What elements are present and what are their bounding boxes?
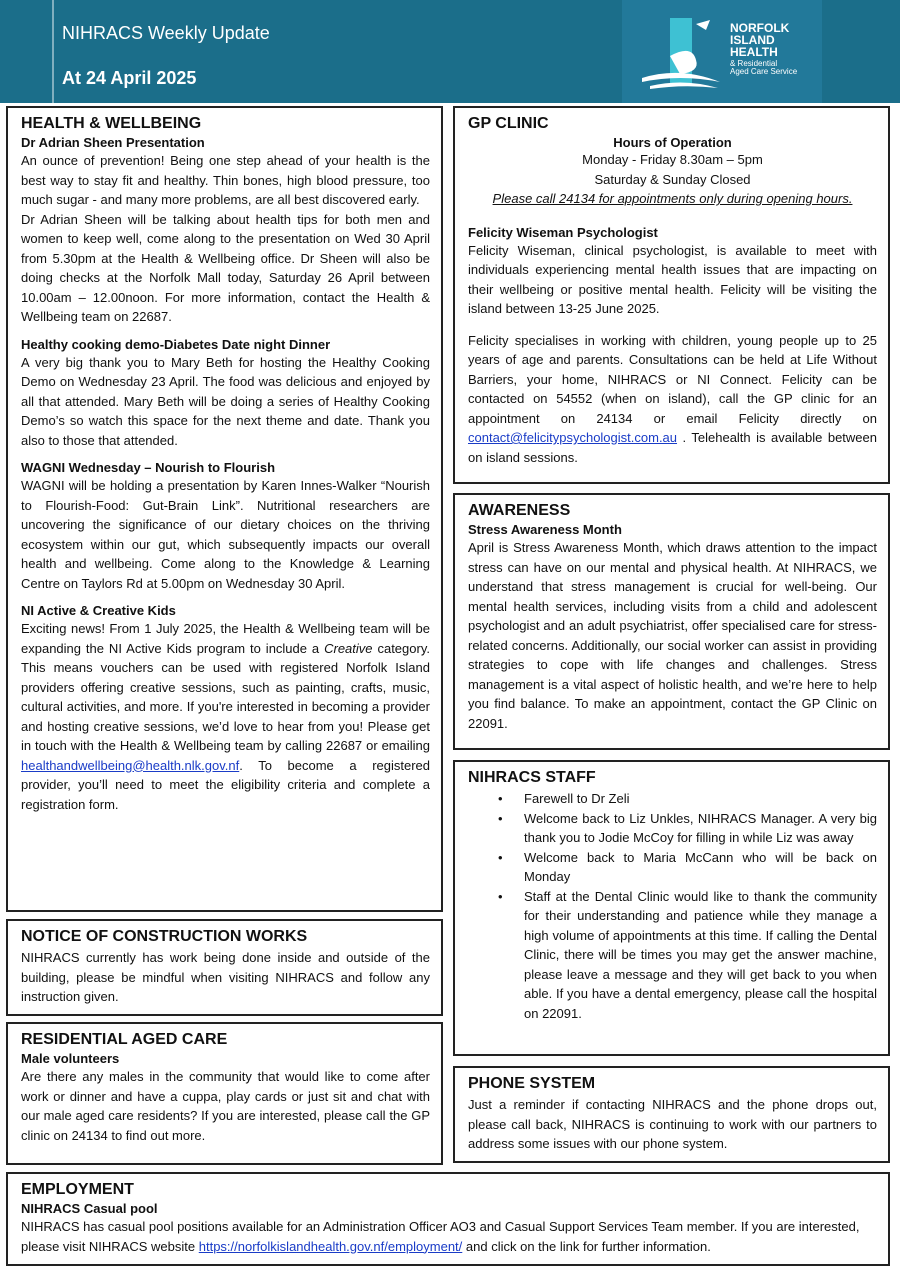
employment-text-1: NIHRACS has casual pool positions available for an Administration Officer AO3 and Casual Support Services Team member. If you are interested, please visit NIHRACS website xyxy=(21,1219,860,1254)
employment-text xyxy=(21,1217,877,1256)
newsletter-date: At 24 April 2025 xyxy=(62,68,197,88)
cooking-demo-title: Healthy cooking demo-Diabetes Date night Dinner xyxy=(21,336,331,352)
active-kids-title: NI Active & Creative Kids xyxy=(21,603,176,618)
cooking-demo-text: A very big thank you to Mary Beth for hosting the Healthy Cooking Demo on Wednesday 23 April. The food was delicious and enjoyed by all that attended. Mary Beth will be doing a series of Healthy Cooking Demo’s so watch this space for the next theme and date. Thank you also to those that attended. xyxy=(21,354,430,448)
header-banner xyxy=(0,0,900,103)
casual-pool-title: NIHRACS Casual pool xyxy=(21,1201,158,1216)
felicity-intro-text: Felicity Wiseman, clinical psychologist, is available to meet with individuals experiencing mental health issues that are impacting on their wellbeing or positive mental health. Felicity will be visiting the island between 13-25 June 2025. xyxy=(468,242,877,316)
phone-system-text: Just a reminder if contacting NIHRACS and the phone drops out, please call back, NIHRACS is continuing to work with our partners to address some issues with our phone system. xyxy=(468,1097,877,1151)
felicity-details-1: Felicity specialises in working with children, young people up to 25 years of age and parents. Consultations can be held at Life Without Barriers, your home, NIHRACS or NI Connect. Felicity can be contacted on 54552 (when on island), call the GP clinic for an appointment on 24134 or email Felicity directly on xyxy=(468,332,877,426)
wagni-text: WAGNI will be holding a presentation by Karen Innes-Walker “Nourish to Flourish-Food: Gut-Brain Link”. Nutritional researchers are uncovering the significance of our dietary choices on the thriving ecosystem within our gut, which subsequently impacts our overall health and wellbeing. Come along to the Knowledge & Learning Centre on Taylors Rd at 5.00pm on Wednesday 30 April. xyxy=(21,478,430,591)
newsletter-title: NIHRACS Weekly Update xyxy=(62,23,270,43)
section-heading: NOTICE OF CONSTRUCTION WORKS xyxy=(21,928,308,945)
active-kids-text xyxy=(21,619,430,814)
hours-weekdays: Monday - Friday 8.30am – 5pm xyxy=(582,152,763,167)
staff-item-text: Welcome back to Maria McCann who will be back on Monday xyxy=(524,849,877,884)
nihracs-staff-section xyxy=(453,760,890,1056)
logo-line-3: HEALTH xyxy=(730,45,778,59)
section-heading: AWARENESS xyxy=(468,502,571,519)
logo-line-1: NORFOLK xyxy=(730,21,790,35)
logo-line-2: ISLAND xyxy=(730,33,775,47)
employment-link[interactable]: https://norfolkislandhealth.gov.nf/employment/ xyxy=(198,1238,463,1254)
residential-aged-care-section xyxy=(6,1022,443,1165)
felicity-details-2: . Telehealth is available between on island sessions. xyxy=(468,430,877,465)
sheen-presentation-title: Dr Adrian Sheen Presentation xyxy=(21,135,205,150)
logo-wordmark xyxy=(730,22,797,76)
staff-item-text: Staff at the Dental Clinic would like to thank the community for their understanding and patience while they manage a high volume of appointments at this time. If calling the Dental Clinic, there will be times you may get the answer machine, please leave a message and they will get back to you when able. If you have a dental emergency, please call the hospital on 22091. xyxy=(524,888,877,1021)
health-email-link[interactable]: healthandwellbeing@health.nlk.gov.nf xyxy=(21,757,240,773)
active-kids-text-2: category. This means vouchers can be used with registered Norfolk Island providers offering creative sessions, such as painting, crafts, music, cultural activities, and more. If you're interested in becoming a provider and hosting creative sessions, we’d love to hear from you! Please get in touch with the Health & Wellbeing team by calling 22687 or emailing xyxy=(21,640,430,753)
stress-awareness-text: April is Stress Awareness Month, which draws attention to the impact stress can have on our mental and physical health. At NIHRACS, we understand that stress management is crucial for well-being. Our mental health services, including visits from a child and adolescent psychologist and an adult psychiatrist, offer specialised care for stress-related concerns. Additionally, our social worker can assist in providing strategies to cope with life changes and challenges. Stress management is a vital aspect of holistic health, and we’re here to help you find balance. To make an appointment, contact the GP Clinic on 22091. xyxy=(468,540,877,731)
stress-awareness-title: Stress Awareness Month xyxy=(468,522,622,537)
hours-weekend: Saturday & Sunday Closed xyxy=(594,171,751,187)
construction-text: NIHRACS currently has work being done inside and outside of the building, please be mindful when visiting NIHRACS and follow any instruction given. xyxy=(21,950,430,1004)
active-kids-text-1: Exciting news! From 1 July 2025, the Health & Wellbeing team will be expanding the NI Active Kids program to include a xyxy=(21,621,430,656)
phone-system-section xyxy=(453,1066,890,1163)
appointment-note: Please call 24134 for appointments only during opening hours. xyxy=(492,191,853,206)
logo-line-4: & Residential xyxy=(730,59,778,68)
male-volunteers-title: Male volunteers xyxy=(21,1051,120,1066)
wagni-title: WAGNI Wednesday – Nourish to Flourish xyxy=(21,460,276,475)
bullet-icon: • xyxy=(498,791,503,806)
health-wellbeing-section xyxy=(6,106,443,912)
list-item xyxy=(498,848,877,887)
staff-list xyxy=(498,789,877,1023)
gp-clinic-section xyxy=(453,106,890,484)
felicity-title: Felicity Wiseman Psychologist xyxy=(468,224,658,240)
norfolk-island-health-logo-icon xyxy=(640,16,724,90)
felicity-details-text xyxy=(468,331,877,468)
felicity-email-link[interactable]: contact@felicitypsychologist.com.au xyxy=(468,430,678,445)
section-heading: RESIDENTIAL AGED CARE xyxy=(21,1031,228,1048)
employment-text-2: and click on the link for further information. xyxy=(465,1238,711,1254)
list-item xyxy=(498,809,877,848)
bullet-icon: • xyxy=(498,849,503,865)
awareness-section xyxy=(453,493,890,750)
sheen-intro-text: An ounce of prevention! Being one step ahead of your health is the best way to stay fit and healthy. Thin bones, high blood pressure, too much sugar - and many more problems, are all best discovered early. xyxy=(21,153,430,207)
staff-item-text: Welcome back to Liz Unkles, NIHRACS Manager. A very big thank you to Jodie McCoy for filling in while Liz was away xyxy=(524,810,877,845)
active-kids-text-3: . To become a registered provider, you’ll need to meet the eligibility criteria and complete a registration form. xyxy=(21,757,430,812)
section-heading: PHONE SYSTEM xyxy=(468,1075,596,1092)
hours-title: Hours of Operation xyxy=(613,135,732,150)
logo-line-5: Aged Care Service xyxy=(730,67,798,76)
section-heading: NIHRACS STAFF xyxy=(468,769,596,786)
list-item xyxy=(498,887,877,1024)
employment-section xyxy=(6,1172,890,1266)
staff-item-text: Farewell to Dr Zeli xyxy=(524,791,630,806)
section-heading: EMPLOYMENT xyxy=(21,1181,134,1198)
creative-word: Creative xyxy=(324,640,373,656)
male-volunteers-text: Are there any males in the community that would like to come after work or dinner and have a cuppa, play cards or just sit and chat with our male aged care residents? If you are interested, please call the GP clinic on 24134 to find out more. xyxy=(21,1069,430,1143)
section-heading: HEALTH & WELLBEING xyxy=(21,115,202,132)
list-item xyxy=(498,789,877,809)
construction-section xyxy=(6,919,443,1016)
header-divider xyxy=(52,0,54,103)
sheen-details-text: Dr Adrian Sheen will be talking about health tips for both men and women to keep well, come along to the presentation on Wed 30 April from 5.30pm at the Health & Wellbeing office. Dr Sheen will also be doing checks at the Norfolk Mall today, Saturday 26 April between 10.00am – 12.00noon. For more information, contact the Health & Wellbeing team on 22687. xyxy=(21,211,430,324)
bullet-icon: • xyxy=(498,810,503,826)
bullet-icon: • xyxy=(498,888,503,904)
section-heading: GP CLINIC xyxy=(468,115,549,132)
